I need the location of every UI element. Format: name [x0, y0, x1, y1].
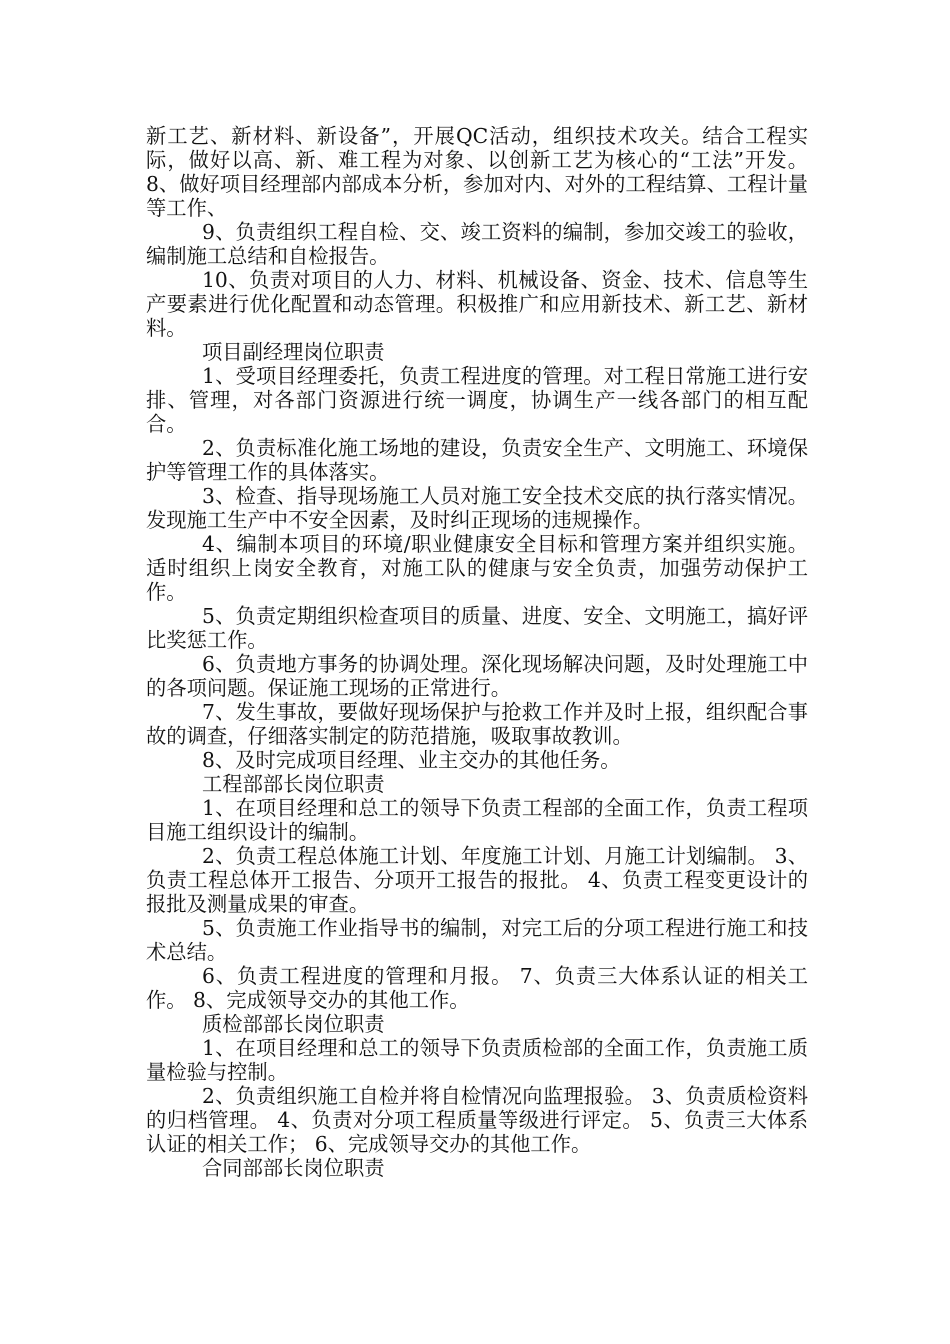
- engineering-duty-1: 1、在项目经理和总工的领导下负责工程部的全面工作，负责工程项目施工组织设计的编制。: [146, 796, 808, 844]
- section-heading-contract-head: 合同部部长岗位职责: [202, 1156, 385, 1180]
- deputy-duty-4: 4、编制本项目的环境/职业健康安全目标和管理方案并组织实施。适时组织上岗安全教育，对施工队的健康与安全负责，加强劳动保护工作。: [146, 532, 808, 604]
- section-heading-engineering-head: 工程部部长岗位职责: [202, 772, 385, 796]
- paragraph-continuation: 新工艺、新材料、新设备”，开展QC活动，组织技术攻关。结合工程实际，做好以高、新、难工程为对象、以创新工艺为核心的“工法”开发。 8、做好项目经理部内部成本分析，参加对内、对外的工程结算、工程计量等工作、: [146, 124, 808, 220]
- deputy-duty-3: 3、检查、指导现场施工人员对施工安全技术交底的执行落实情况。发现施工生产中不安全因素，及时纠正现场的违规操作。: [146, 484, 808, 532]
- deputy-duty-2: 2、负责标准化施工场地的建设，负责安全生产、文明施工、环境保护等管理工作的具体落实。: [146, 436, 808, 484]
- deputy-duty-8: 8、及时完成项目经理、业主交办的其他任务。: [202, 748, 621, 772]
- deputy-duty-5: 5、负责定期组织检查项目的质量、进度、安全、文明施工，搞好评比奖惩工作。: [146, 604, 808, 652]
- deputy-duty-6: 6、负责地方事务的协调处理。深化现场解决问题，及时处理施工中的各项问题。保证施工现场的正常进行。: [146, 652, 808, 700]
- deputy-duty-7: 7、发生事故，要做好现场保护与抢救工作并及时上报，组织配合事故的调查，仔细落实制定的防范措施，吸取事故教训。: [146, 700, 808, 748]
- deputy-duty-1: 1、受项目经理委托，负责工程进度的管理。对工程日常施工进行安排、管理，对各部门资源进行统一调度，协调生产一线各部门的相互配合。: [146, 364, 808, 436]
- quality-duty-1: 1、在项目经理和总工的领导下负责质检部的全面工作，负责施工质量检验与控制。: [146, 1036, 808, 1084]
- duty-item-10: 10、负责对项目的人力、材料、机械设备、资金、技术、信息等生产要素进行优化配置和动态管理。积极推广和应用新技术、新工艺、新材料。: [146, 268, 808, 340]
- section-heading-quality-head: 质检部部长岗位职责: [202, 1012, 385, 1036]
- duty-item-9: 9、负责组织工程自检、交、竣工资料的编制，参加交竣工的验收，编制施工总结和自检报告。: [146, 220, 808, 268]
- document-body: [146, 124, 808, 1180]
- engineering-duty-5: 5、负责施工作业指导书的编制，对完工后的分项工程进行施工和技术总结。: [146, 916, 808, 964]
- engineering-duty-2-4: 2、负责工程总体施工计划、年度施工计划、月施工计划编制。 3、负责工程总体开工报告、分项开工报告的报批。 4、负责工程变更设计的报批及测量成果的审查。: [146, 844, 808, 916]
- section-heading-deputy-manager: 项目副经理岗位职责: [202, 340, 385, 364]
- engineering-duty-6-8: 6、负责工程进度的管理和月报。 7、负责三大体系认证的相关工作。 8、完成领导交办的其他工作。: [146, 964, 808, 1012]
- quality-duty-2-6: 2、负责组织施工自检并将自检情况向监理报验。 3、负责质检资料的归档管理。 4、负责对分项工程质量等级进行评定。 5、负责三大体系认证的相关工作； 6、完成领导交办的其他工作。: [146, 1084, 808, 1156]
